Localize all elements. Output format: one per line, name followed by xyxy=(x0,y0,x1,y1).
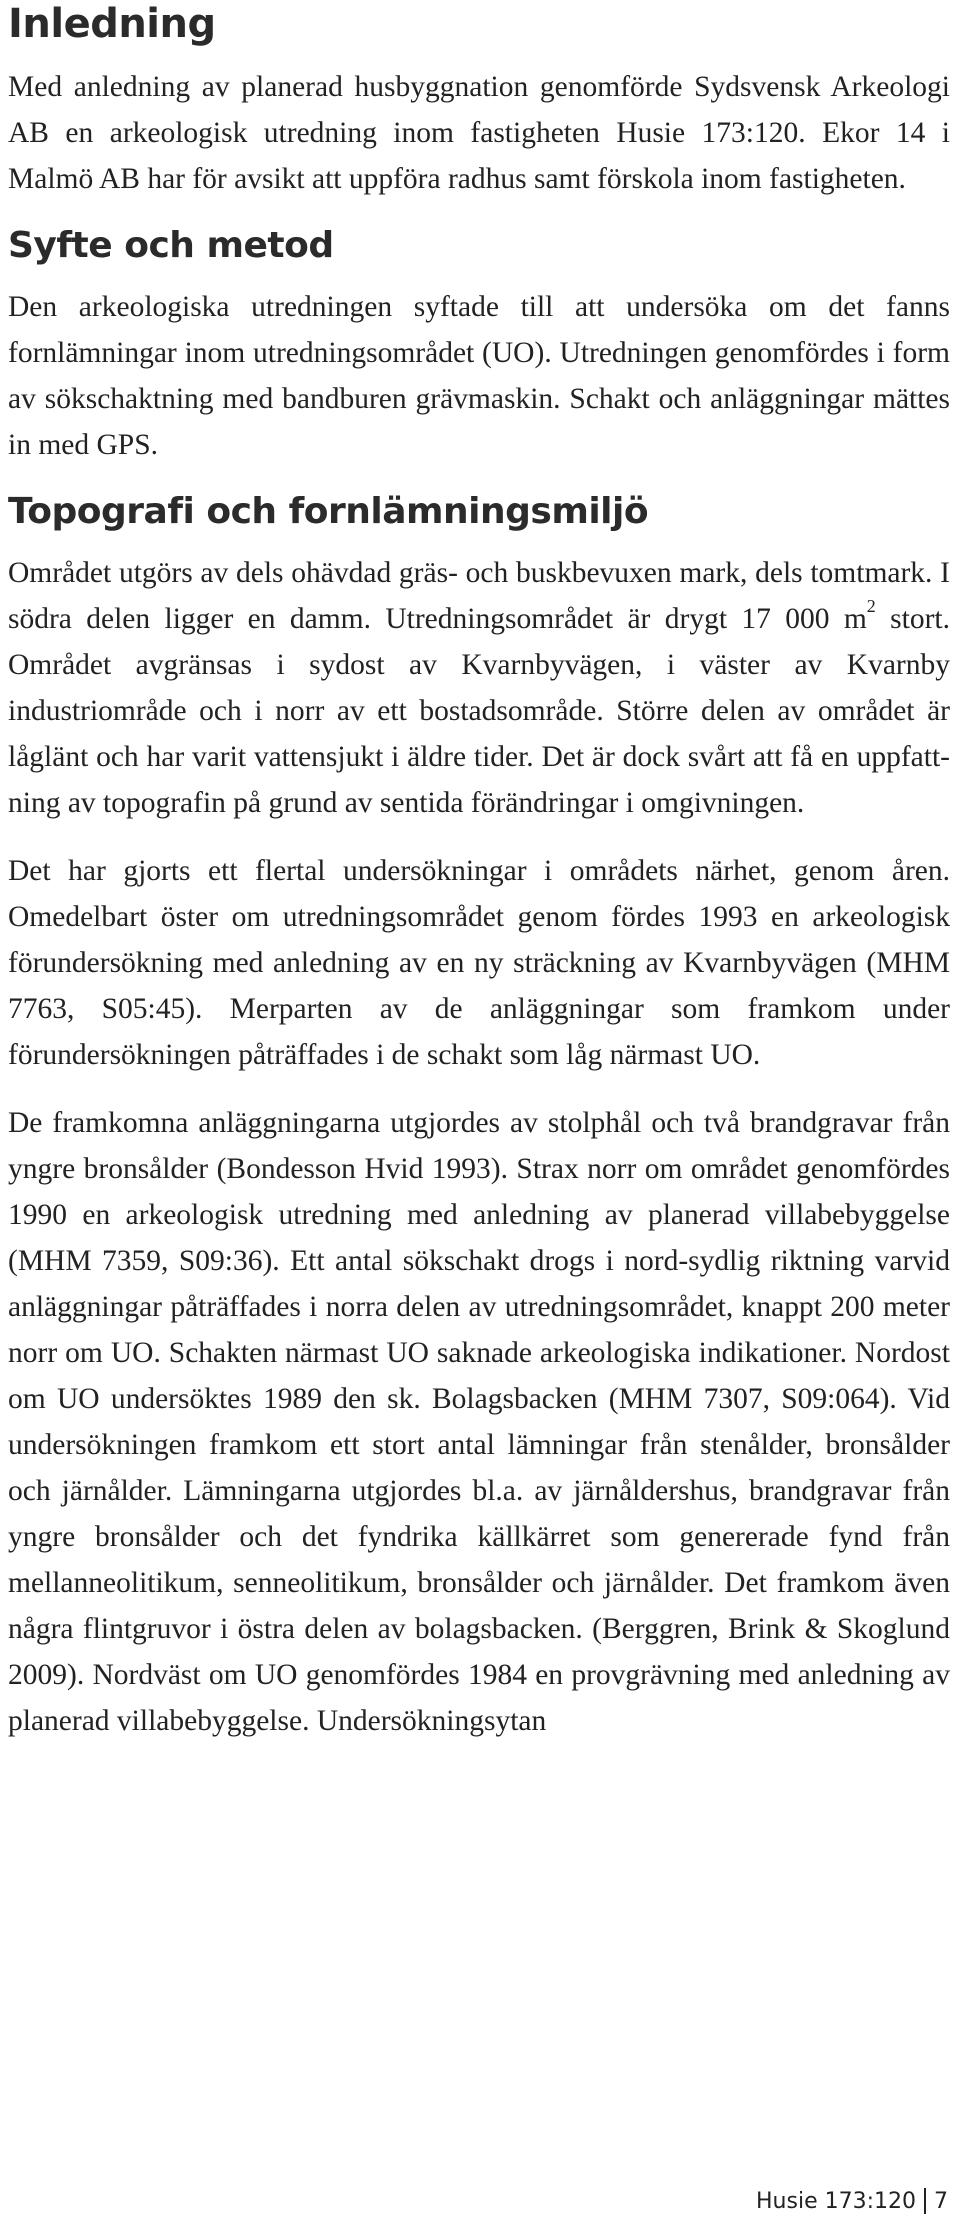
page-footer xyxy=(756,2188,948,2214)
footer-separator xyxy=(924,2188,926,2214)
heading-topografi: Topografi och fornlämningsmiljö xyxy=(8,491,649,532)
paragraph-topografi-1 xyxy=(8,550,950,826)
paragraph-topografi-3: De framkomna anläggningarna utgjordes av stolphål och två brandgravar från yngre bronsålder (Bondesson Hvid 1993). Strax norr om området genomfördes 1990 en arkeologisk utredning med anledning av planerad villabebyggelse (MHM 7359, S09:36). Ett antal sökschakt drogs i nord-sydlig riktning varvid anläggningar påträffades i norra delen av utredningsområdet, knappt 200 meter norr om UO. Schakten närmast UO saknade arkeologiska indikationer. Nordost om UO undersöktes 1989 den sk. Bolagsbacken (MHM 7307, S09:064). Vid undersökningen framkom ett stort antal lämningar från stenålder, bronsålder och järnålder. Lämningarna utgjordes bl.a. av järnåldershus, brandgravar från yngre bronsålder och det fyndrika källkärret som genererade fynd från mellanneolitikum, senneolitikum, bronsålder och järnålder. Det framkom även några flintgruvor i östra delen av bolagsbacken. (Berggren, Brink & Skoglund 2009). Nordväst om UO genomfördes 1984 en provgrävning med anledning av planerad villabebyggelse. Undersökningsytan xyxy=(8,1107,950,1737)
document-body xyxy=(8,0,950,1744)
paragraph-inledning: Med anledning av planerad husbyggnation genomförde Sydsvensk Arkeologi AB en arkeologisk utredning inom fastigheten Husie 173:120. Ekor 14 i Malmö AB har för avsikt att uppföra radhus samt förskola inom fastigheten. xyxy=(8,71,950,195)
paragraph-topografi-2: Det har gjorts ett flertal undersökningar i områdets närhet, genom åren. Omedelbart öster om utredningsområdet genom fördes 1993 en arkeologisk förundersökning med anledning av en ny sträckning av Kvarnbyvägen (MHM 7763, S05:45). Merparten av de anläggningar som framkom under förundersökningen påträffades i de schakt som låg närmast UO. xyxy=(8,855,950,1071)
page-number: 7 xyxy=(934,2188,948,2214)
superscript-squared: 2 xyxy=(866,595,876,616)
paragraph-topografi-1-part-a: Området utgörs av dels ohävdad gräs- och buskbevuxen mark, dels tomtmark. I södra delen ligger en damm. Utredningsområdet är drygt 17 000 m xyxy=(8,557,950,635)
heading-inledning: Inledning xyxy=(8,1,216,47)
heading-syfte-och-metod: Syfte och metod xyxy=(8,225,334,266)
paragraph-topografi-1-part-b: stort. Området avgränsas i sydost av Kvarnbyvägen, i väster av Kvarnby industriområde och i norr av ett bostadsområde. Större delen av området är låglänt och har varit vattensjukt i äldre tider. Det är dock svårt att få en uppfattning av topografin på grund av sentida förändringar i omgivningen. xyxy=(8,603,950,819)
paragraph-syfte-och-metod: Den arkeologiska utredningen syftade till att undersöka om det fanns fornlämningar inom utredningsområdet (UO). Utredningen genomfördes i form av sökschaktning med bandburen grävmaskin. Schakt och anläggningar mättes in med GPS. xyxy=(8,291,950,461)
footer-label: Husie 173:120 xyxy=(756,2188,916,2214)
